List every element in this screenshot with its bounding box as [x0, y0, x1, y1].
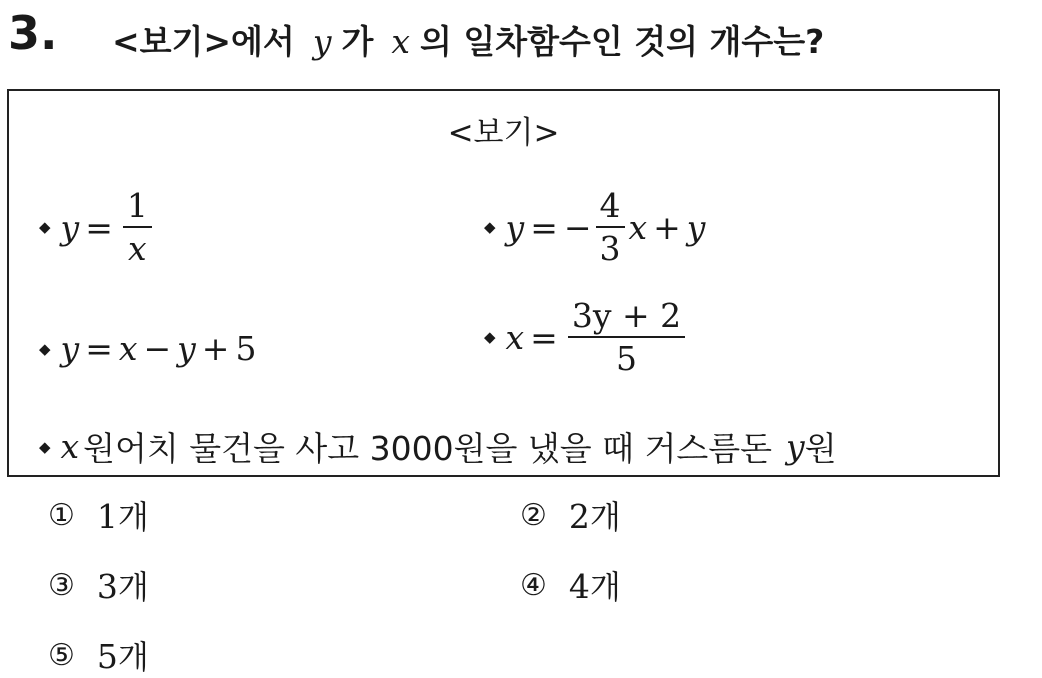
item4-denominator: 5 [615, 339, 637, 378]
item1-lhs: y [60, 207, 80, 247]
choice-5-text [97, 632, 149, 678]
choice-3-unit: 개 [117, 568, 149, 606]
choice-4-text [569, 562, 621, 608]
choice-3-mark: ③ [48, 567, 75, 603]
item3-minus: − [143, 329, 172, 368]
item4-lhs: x [505, 317, 525, 357]
bullet-icon: ◆ [484, 328, 496, 346]
example-item-3 [39, 329, 256, 368]
bullet-icon: ◆ [39, 339, 51, 358]
item5-y: y [786, 427, 805, 466]
item4-fraction [568, 296, 685, 378]
item1-eq: = [85, 207, 113, 247]
fraction-bar [123, 226, 152, 228]
choice-2-unit: 개 [589, 498, 621, 536]
example-box [7, 89, 1000, 477]
item1-fraction [123, 186, 152, 268]
item5-text2: 원 [804, 429, 837, 468]
choice-2-text [569, 492, 621, 538]
question-text [112, 16, 824, 63]
fraction-bar [596, 226, 625, 228]
item2-lhs: y [505, 207, 525, 247]
choice-1-text [97, 492, 149, 538]
question-variable-x: x [391, 22, 410, 61]
item3-lhs: y [60, 329, 80, 368]
choice-5-unit: 개 [117, 638, 149, 676]
item3-a: x [118, 329, 138, 368]
example-item-2 [484, 186, 706, 268]
item1-denominator: x [128, 229, 147, 268]
question-text-part3: 의 일차함수인 것의 개수는? [420, 22, 825, 61]
example-item-4 [484, 296, 689, 378]
example-item-1 [39, 186, 156, 268]
question-variable-y: y [312, 22, 332, 61]
item3-c: 5 [235, 329, 257, 368]
item4-numerator: 3y + 2 [571, 296, 682, 335]
choice-5-mark: ⑤ [48, 637, 75, 673]
choice-1[interactable] [48, 492, 149, 538]
item4-eq: = [530, 317, 558, 357]
choice-4-value: 4 [568, 567, 590, 606]
item1-numerator: 1 [126, 186, 148, 225]
item2-plus: + [653, 207, 681, 247]
item3-eq: = [85, 329, 113, 368]
choice-3-value: 3 [96, 567, 118, 606]
item3-plus: + [201, 329, 230, 368]
choice-4[interactable] [520, 562, 621, 608]
question-text-part1: <보기>에서 [112, 22, 295, 61]
item2-fraction [596, 186, 625, 268]
question-number: 3. [8, 6, 58, 60]
choice-2-value: 2 [568, 497, 590, 536]
item5-x: x [60, 427, 80, 466]
bullet-icon: ◆ [39, 218, 51, 236]
choice-3-text [97, 562, 149, 608]
choice-4-mark: ④ [520, 567, 547, 603]
choice-1-mark: ① [48, 497, 75, 533]
item2-eq: = [530, 207, 558, 247]
choice-2[interactable] [520, 492, 621, 538]
item2-y: y [686, 207, 706, 247]
choice-5[interactable] [48, 632, 149, 678]
item2-minus: − [563, 207, 592, 247]
example-item-5 [39, 423, 837, 470]
bullet-icon: ◆ [484, 218, 496, 236]
choice-5-value: 5 [96, 637, 118, 676]
item5-text1: 원어치 물건을 사고 3000원을 냈을 때 거스름돈 [83, 429, 773, 468]
choice-2-mark: ② [520, 497, 547, 533]
item2-numerator: 4 [599, 186, 621, 225]
item2-x: x [628, 207, 648, 247]
item3-b: y [177, 329, 196, 368]
choice-3[interactable] [48, 562, 149, 608]
item2-denominator: 3 [599, 229, 621, 268]
choice-1-unit: 개 [117, 498, 149, 536]
example-box-title: <보기> [447, 115, 560, 151]
choice-1-value: 1 [96, 497, 118, 536]
choice-4-unit: 개 [589, 568, 621, 606]
bullet-icon: ◆ [39, 437, 51, 456]
question-text-part2: 가 [341, 22, 374, 61]
fraction-bar [568, 336, 685, 338]
